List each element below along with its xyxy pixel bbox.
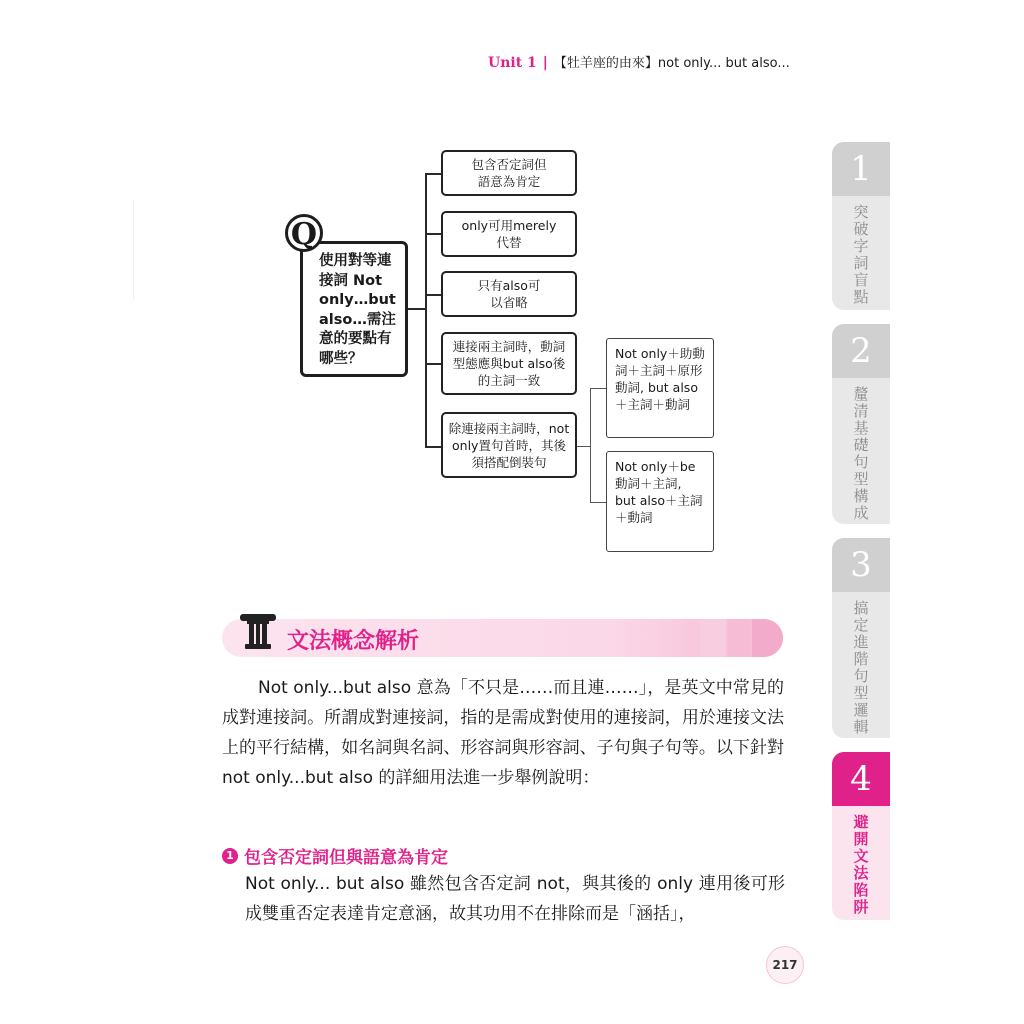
connector bbox=[590, 388, 606, 389]
chapter-tab-1[interactable] bbox=[832, 142, 890, 310]
tab-label: 搞定進階句型邏輯 bbox=[851, 600, 870, 736]
tab-number: 1 bbox=[832, 142, 890, 196]
branch-node bbox=[441, 211, 577, 257]
connector bbox=[425, 446, 441, 448]
running-header bbox=[488, 52, 790, 71]
connector bbox=[425, 173, 427, 448]
connector bbox=[590, 502, 606, 503]
banner-decoration bbox=[728, 619, 750, 657]
pillar-icon bbox=[237, 610, 279, 652]
connector bbox=[576, 446, 590, 447]
connector bbox=[425, 173, 441, 175]
connector bbox=[425, 363, 441, 365]
sub-branch-text: Not only＋助動詞＋主詞＋原形動詞, but also＋主詞＋動詞 bbox=[615, 346, 705, 412]
tab-number: 3 bbox=[832, 538, 890, 592]
sub-branch-text: Not only＋be動詞＋主詞, but also＋主詞＋動詞 bbox=[615, 459, 703, 525]
banner-decoration bbox=[752, 619, 783, 657]
connector bbox=[425, 294, 441, 296]
header-title: 【牡羊座的由來】not only... but also... bbox=[553, 56, 790, 71]
intro-paragraph bbox=[222, 673, 784, 793]
branch-text: 除連接兩主詞時，not only置句首時，其後須搭配倒裝句 bbox=[448, 420, 570, 470]
branch-text: only可用merely代替 bbox=[461, 218, 557, 250]
point-title: 包含否定詞但與語意為肯定 bbox=[244, 848, 448, 868]
branch-node bbox=[441, 412, 577, 478]
question-box bbox=[300, 241, 408, 377]
banner-decoration bbox=[700, 619, 726, 657]
point-paragraph bbox=[245, 869, 785, 929]
chapter-tab-3[interactable] bbox=[832, 538, 890, 738]
point-heading bbox=[222, 843, 448, 868]
unit-label: Unit 1 bbox=[488, 55, 537, 71]
branch-node bbox=[441, 150, 577, 196]
tab-label: 突破字詞盲點 bbox=[851, 204, 870, 306]
tab-number: 4 bbox=[832, 752, 890, 806]
point-text: Not only... but also 雖然包含否定詞 not，與其後的 only 連用後可形成雙重否定表達肯定意涵，故其功用不在排除而是「涵括」， bbox=[245, 874, 785, 924]
sub-branch-node bbox=[606, 338, 714, 438]
intro-text: Not only...but also 意為「不只是……而且連……」，是英文中常見的成對連接詞。所謂成對連接詞，指的是需成對使用的連接詞，用於連接文法上的平行結構，如名詞與名詞、形容詞與形容詞、子句與子句等。以下針對 not only...but also 的詳細用法進一步舉例說明： bbox=[222, 678, 784, 788]
connector bbox=[590, 388, 591, 502]
chapter-tab-2[interactable] bbox=[832, 324, 890, 524]
branch-node bbox=[441, 271, 577, 317]
q-icon: Q bbox=[285, 214, 323, 252]
branch-node bbox=[441, 332, 577, 395]
section-title: 文法概念解析 bbox=[287, 629, 420, 654]
chapter-tab-4[interactable] bbox=[832, 752, 890, 920]
connector bbox=[425, 233, 441, 235]
branch-text: 連接兩主詞時，動詞型態應與but also後的主詞一致 bbox=[452, 339, 566, 388]
sub-branch-node bbox=[606, 451, 714, 552]
question-text: 使用對等連接詞 Not only…but also…需注意的要點有哪些？ bbox=[319, 253, 396, 367]
margin-line bbox=[133, 200, 134, 300]
tab-number: 2 bbox=[832, 324, 890, 378]
page-number: 217 bbox=[766, 946, 804, 984]
tab-label: 避開文法陷阱 bbox=[851, 814, 870, 916]
header-separator: | bbox=[542, 55, 548, 71]
branch-text: 只有also可以省略 bbox=[477, 278, 541, 310]
point-number: 1 bbox=[222, 848, 238, 864]
tab-label: 釐清基礎句型構成 bbox=[851, 386, 870, 522]
branch-text: 包含否定詞但語意為肯定 bbox=[471, 157, 547, 189]
connector bbox=[408, 308, 426, 310]
